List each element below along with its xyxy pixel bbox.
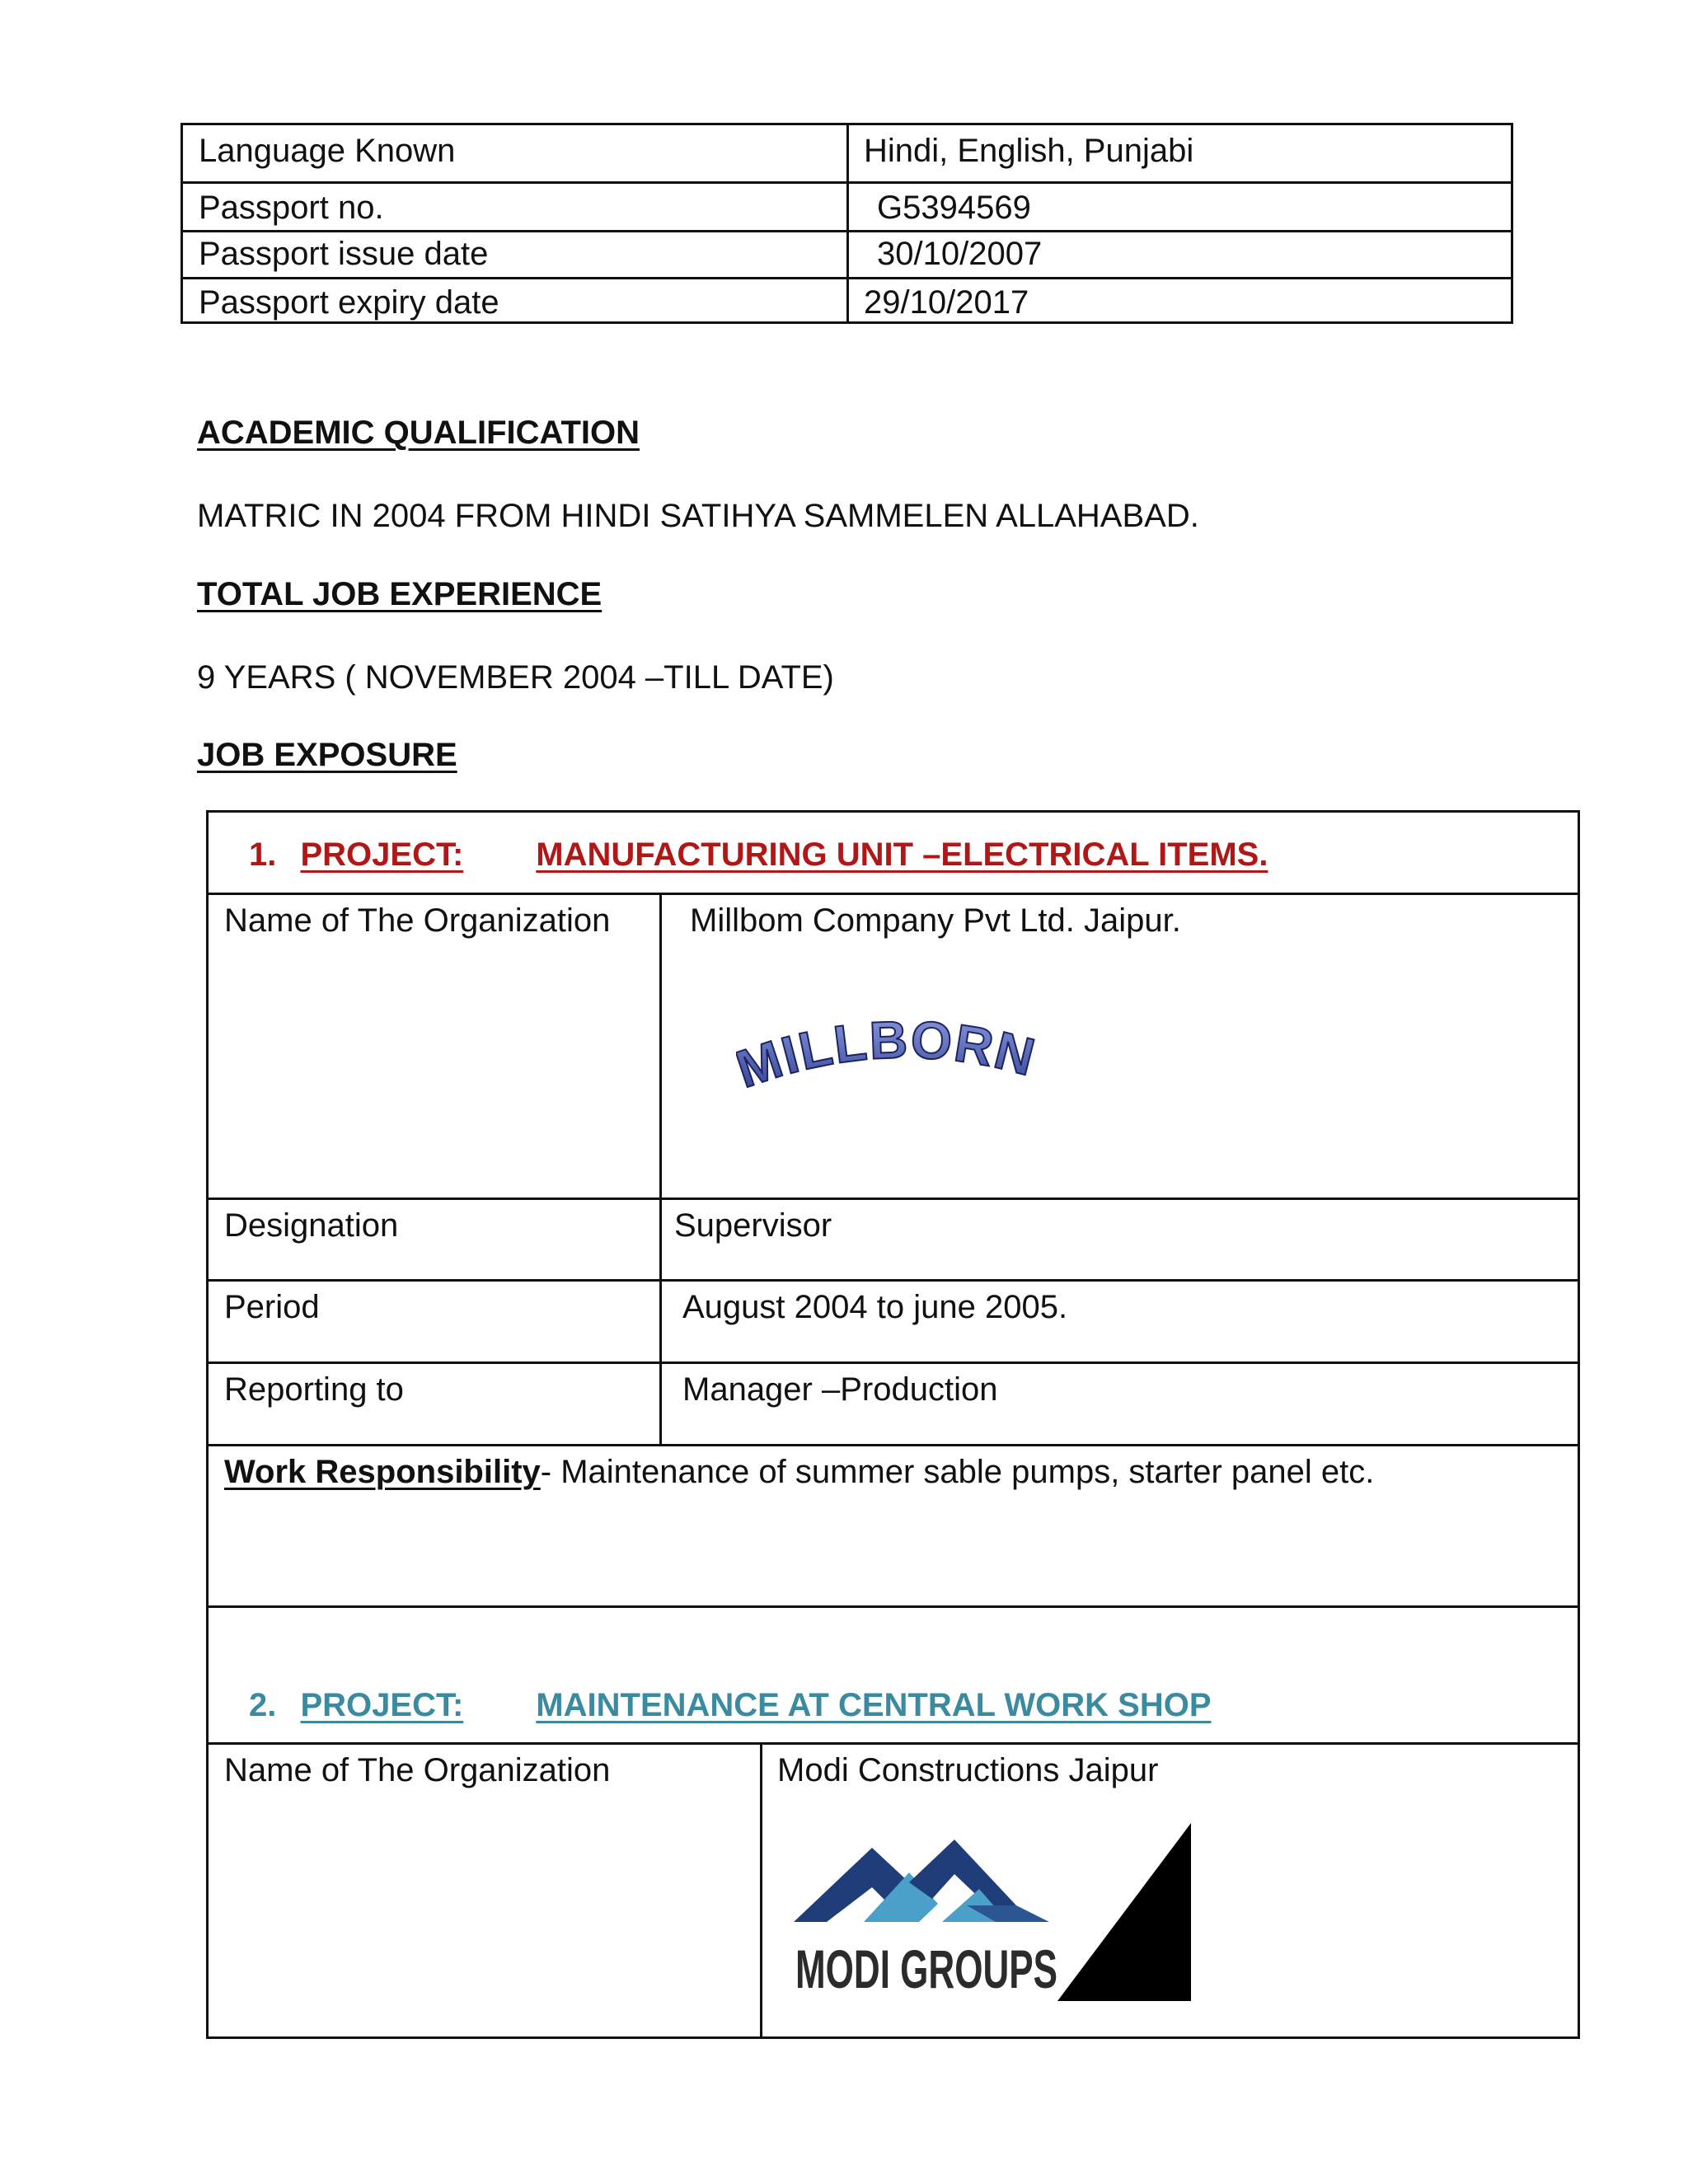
project2-org-label: Name of The Organization: [224, 1752, 611, 1788]
academic-text: MATRIC IN 2004 FROM HINDI SATIHYA SAMMELEN ALLAHABAD.: [197, 498, 1199, 534]
work-responsibility-value: - Maintenance of summer sable pumps, starter panel etc.: [540, 1454, 1375, 1490]
table-row-divider: [209, 1361, 1578, 1364]
svg-text:MILLBORN: ILLBORN: [775, 1010, 1043, 1088]
project2-org-value: Modi Constructions Jaipur: [777, 1752, 1159, 1788]
table-row-divider: [209, 1605, 1578, 1608]
project1-label: PROJECT:: [300, 837, 464, 873]
experience-text: 9 YEARS ( NOVEMBER 2004 –TILL DATE): [197, 659, 834, 696]
millborn-logo: [736, 1010, 1082, 1109]
passport-number-label: Passport no.: [199, 190, 384, 226]
period-value: August 2004 to june 2005.: [682, 1289, 1068, 1325]
passport-expiry-label: Passport expiry date: [199, 284, 499, 321]
work-responsibility-label: Work Responsibility: [224, 1454, 541, 1490]
designation-label: Designation: [224, 1207, 399, 1244]
job-exposure-heading: JOB EXPOSURE: [197, 737, 457, 773]
project2-label: PROJECT:: [300, 1687, 464, 1723]
table-row-divider: [183, 230, 1511, 232]
modi-groups-logo: [785, 1823, 1198, 2014]
language-label: Language Known: [199, 133, 456, 169]
reporting-value: Manager –Production: [682, 1371, 998, 1408]
project1-org-label: Name of The Organization: [224, 902, 611, 939]
period-label: Period: [224, 1289, 320, 1325]
table-row-divider: [183, 181, 1511, 184]
project2-header: [249, 1687, 1212, 1724]
project1-number: 1.: [249, 837, 277, 873]
job-exposure-table: [206, 810, 1580, 2039]
project2-number: 2.: [249, 1687, 277, 1723]
table-row-divider: [209, 1197, 1578, 1200]
table-column-divider: [846, 125, 849, 321]
table-row-divider: [183, 277, 1511, 279]
designation-value: Supervisor: [674, 1207, 832, 1244]
project1-org-value: Millbom Company Pvt Ltd. Jaipur.: [690, 902, 1181, 939]
project1-title: MANUFACTURING UNIT –ELECTRICAL ITEMS.: [536, 837, 1268, 873]
work-responsibility: [224, 1455, 1374, 1488]
table-row-divider: [209, 1444, 1578, 1446]
project1-header: [249, 837, 1268, 874]
passport-issue-value: 30/10/2007: [877, 236, 1043, 272]
passport-issue-label: Passport issue date: [199, 236, 489, 272]
svg-text:MODI GROUPS: MODI GROUPS: [795, 1938, 1057, 1999]
language-value: Hindi, English, Punjabi: [864, 133, 1194, 169]
personal-details-table: [181, 123, 1513, 324]
table-column-divider: [760, 1742, 762, 2036]
passport-expiry-value: 29/10/2017: [864, 284, 1029, 321]
reporting-label: Reporting to: [224, 1371, 404, 1408]
table-column-divider: [659, 893, 662, 1444]
table-row-divider: [209, 1279, 1578, 1282]
project2-title: MAINTENANCE AT CENTRAL WORK SHOP: [536, 1687, 1212, 1723]
passport-number-value: G5394569: [877, 190, 1031, 226]
table-row-divider: [209, 893, 1578, 895]
academic-heading: ACADEMIC QUALIFICATION: [197, 415, 640, 451]
experience-heading: TOTAL JOB EXPERIENCE: [197, 576, 603, 612]
table-row-divider: [209, 1742, 1578, 1745]
